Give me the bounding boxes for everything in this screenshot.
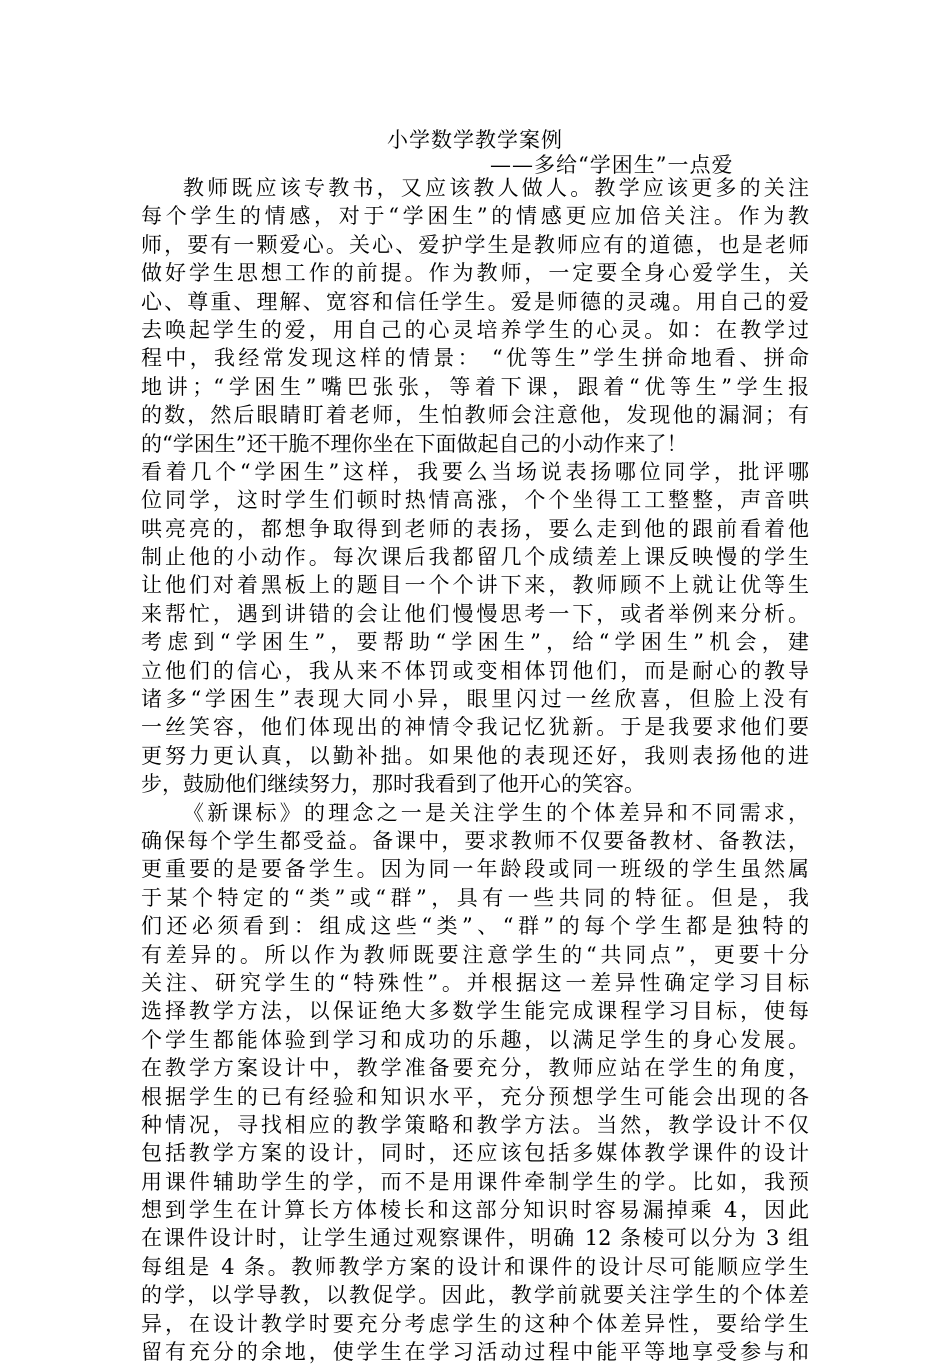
body-text-line: 看着几个“学困生”这样，我要么当场说表扬哪位同学，批评哪	[141, 459, 809, 484]
body-text-line: 做好学生思想工作的前提。作为教师，一定要全身心爱学生，关	[141, 261, 809, 286]
body-text-line: 哄亮亮的，都想争取得到老师的表扬，要么走到他的跟前看着他	[141, 516, 809, 541]
body-text-line: 一丝笑容，他们体现出的神情令我记忆犹新。于是我要求他们要	[141, 715, 809, 740]
body-text-line: 想到学生在计算长方体棱长和这部分知识时容易漏掉乘 4，因此	[141, 1198, 809, 1223]
body-text-line: 步，鼓励他们继续努力，那时我看到了他开心的笑容。	[141, 772, 645, 797]
body-text-line: 考虑到“学困生”，要帮助“学困生”，给“学困生”机会，建	[141, 630, 809, 655]
body-text-line: 更努力更认真，以勤补拙。如果他的表现还好，我则表扬他的进	[141, 743, 809, 768]
body-text-line: 诸多“学困生”表现大同小异，眼里闪过一丝欣喜，但脸上没有	[141, 687, 809, 712]
body-text-line: 包括教学方案的设计，同时，还应该包括多媒体教学课件的设计	[141, 1141, 809, 1166]
body-text-line: 的学，以学导教，以教促学。因此，教学前就要关注学生的个体差	[141, 1283, 809, 1308]
body-text-line: 更重要的是要备学生。因为同一年龄段或同一班级的学生虽然属	[141, 857, 809, 882]
body-text-line: 地讲；“学困生”嘴巴张张，等着下课，跟着“优等生”学生报	[141, 374, 809, 399]
body-text-line: 关注、研究学生的“特殊性”。并根据这一差异性确定学习目标	[141, 970, 809, 995]
body-text-line: 确保每个学生都受益。备课中，要求教师不仅要备教材、备教法，	[141, 828, 809, 853]
body-text-line: 个学生都能体验到学习和成功的乐趣，以满足学生的身心发展。	[141, 1027, 809, 1052]
body-text-line: 让他们对着黑板上的题目一个个讲下来，教师顾不上就让优等生	[141, 573, 809, 598]
document-title: 小学数学教学案例	[387, 128, 563, 152]
body-text-line: 有差异的。所以作为教师既要注意学生的“共同点”，更要十分	[141, 942, 809, 967]
body-text-line: 于某个特定的“类”或“群”，具有一些共同的特征。但是，我	[141, 885, 809, 910]
body-text-line: 们还必须看到：组成这些“类”、“群”的每个学生都是独特的	[141, 914, 809, 939]
body-text-line: 的“学困生”还干脆不理你坐在下面做起自己的小动作来了！	[141, 431, 688, 456]
body-text-line: 选择教学方法，以保证绝大多数学生能完成课程学习目标，使每	[141, 999, 809, 1024]
body-text-line: 来帮忙，遇到讲错的会让他们慢慢思考一下，或者举例来分析。	[141, 601, 809, 626]
body-text-line: 师，要有一颗爱心。关心、爱护学生是教师应有的道德，也是老师	[141, 232, 809, 257]
body-text-line: 《新课标》的理念之一是关注学生的个体差异和不同需求，	[183, 800, 809, 825]
body-text-line: 程中，我经常发现这样的情景： “优等生”学生拼命地看、拼命	[141, 346, 809, 371]
body-text-line: 每个学生的情感，对于“学困生”的情感更应加倍关注。作为教	[141, 204, 809, 229]
body-text-line: 根据学生的已有经验和知识水平，充分预想学生可能会出现的各	[141, 1084, 809, 1109]
body-text-line: 去唤起学生的爱，用自己的心灵培养学生的心灵。如：在教学过	[141, 317, 809, 342]
body-text-line: 在教学方案设计中，教学准备要充分，教师应站在学生的角度，	[141, 1056, 809, 1081]
body-text-line: 立他们的信心，我从来不体罚或变相体罚他们，而是耐心的教导	[141, 658, 809, 683]
body-text-line: 异，在设计教学时要充分考虑学生的这种个体差异性，要给学生	[141, 1311, 809, 1336]
body-text-line: 位同学，这时学生们顿时热情高涨，个个坐得工工整整，声音哄	[141, 488, 809, 513]
body-text-line: 教师既应该专教书，又应该教人做人。教学应该更多的关注	[183, 176, 809, 200]
document-subtitle: ——多给“学困生”一点爱	[490, 153, 734, 177]
body-text-line: 种情况，寻找相应的教学策略和教学方法。当然，教学设计不仅	[141, 1112, 809, 1137]
body-text-line: 心、尊重、理解、宽容和信任学生。爱是师德的灵魂。用自己的爱	[141, 289, 809, 314]
body-text-line: 每组是 4 条。教师教学方案的设计和课件的设计尽可能顺应学生	[141, 1254, 809, 1279]
body-text-line: 留有充分的余地，使学生在学习活动过程中能平等地享受参与和	[141, 1340, 809, 1365]
document-body	[141, 174, 809, 1366]
body-text-line: 制止他的小动作。每次课后我都留几个成绩差上课反映慢的学生	[141, 545, 809, 570]
body-text-line: 用课件辅助学生的学，而不是用课件牵制学生的学。比如，我预	[141, 1169, 809, 1194]
body-text-line: 的数，然后眼睛盯着老师，生怕教师会注意他，发现他的漏洞；有	[141, 403, 809, 428]
body-text-line: 在课件设计时，让学生通过观察课件，明确 12 条棱可以分为 3 组	[141, 1226, 809, 1251]
